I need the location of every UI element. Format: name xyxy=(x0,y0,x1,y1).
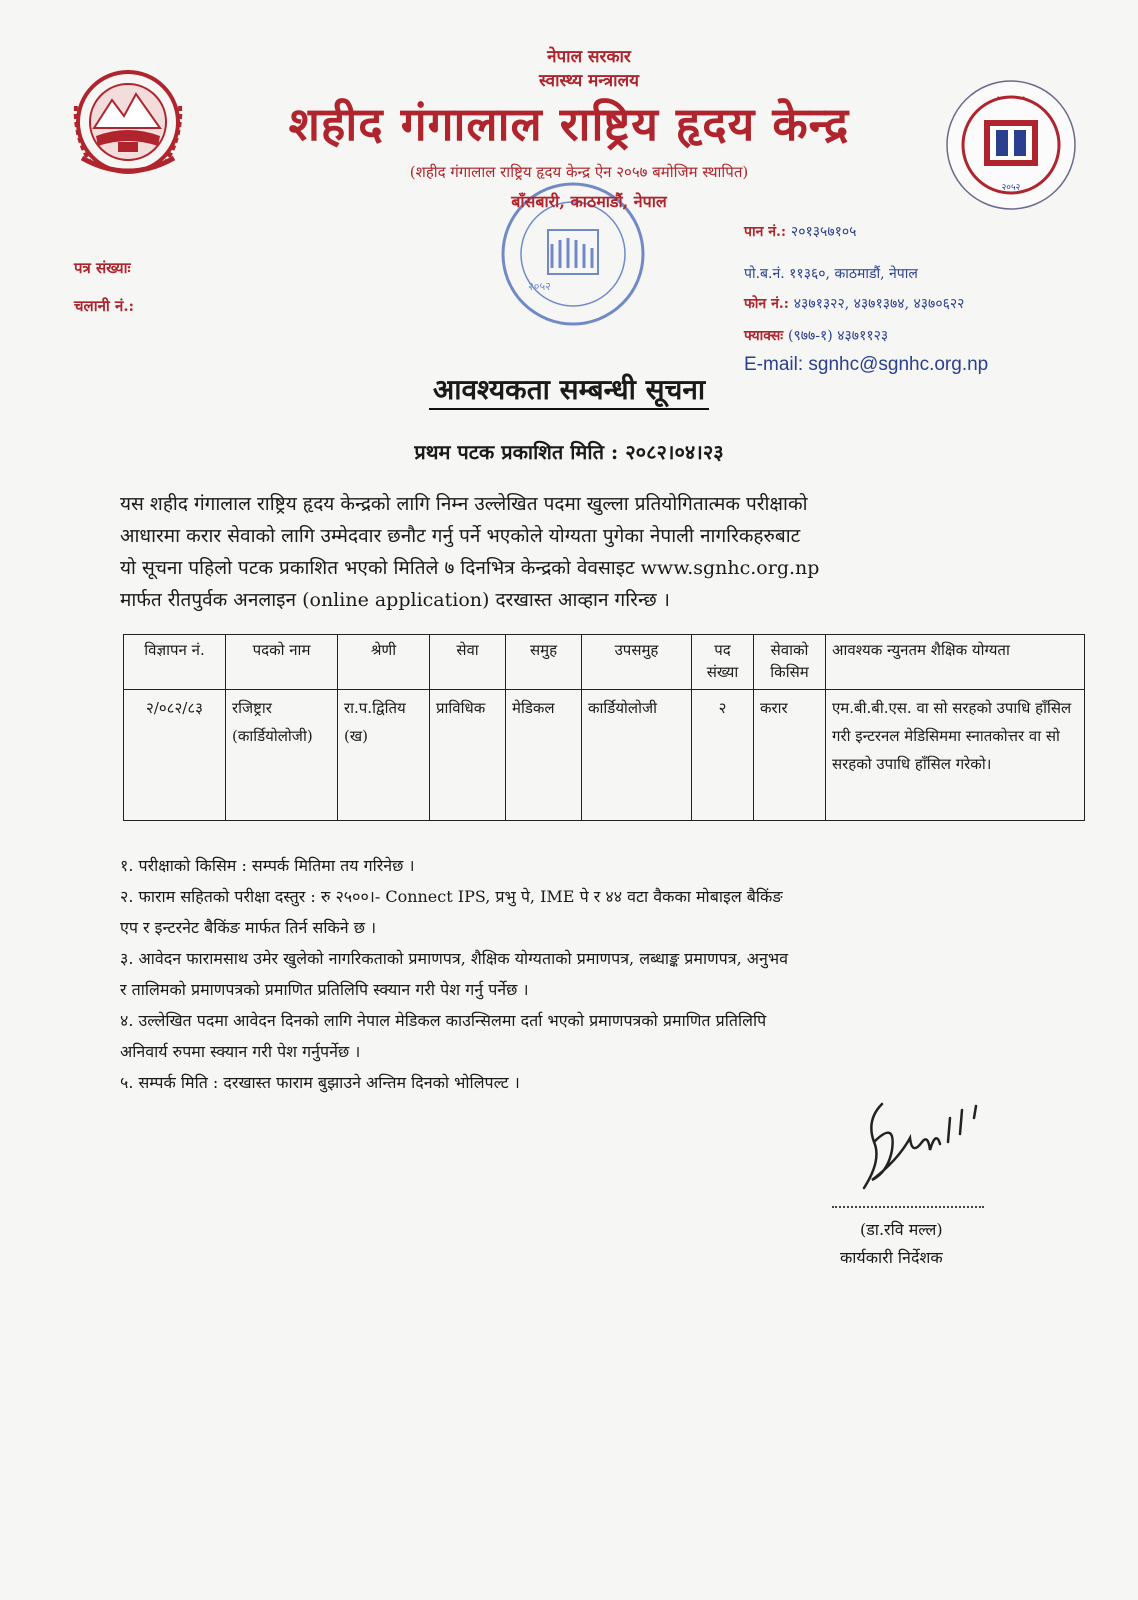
svg-text:• • • • •: • • • • • xyxy=(996,94,1026,102)
cell-ad-number: २/०८२/८३ xyxy=(124,690,226,821)
po-box xyxy=(744,264,918,283)
dispatch-number-label: चलानी नं.: xyxy=(74,297,135,315)
cell-group: मेडिकल xyxy=(506,690,582,821)
list-item: ४. उल्लेखित पदमा आवेदन दिनको लागि नेपाल मेडिकल काउन्सिलमा दर्ता भएको प्रमाणपत्रको प्रमाणित प्रतिलिपि xyxy=(120,1011,767,1030)
col-post-name: पदको नाम xyxy=(226,635,338,690)
notice-title xyxy=(0,370,1138,408)
list-item: र तालिमको प्रमाणपत्रको प्रमाणित प्रतिलिपि स्क्यान गरी पेश गर्नु पर्नेछ । xyxy=(120,980,529,999)
col-qualification: आवश्यक न्युनतम शैक्षिक योग्यता xyxy=(826,635,1085,690)
fax-value: (९७७-१) ४३७११२३ xyxy=(788,328,889,344)
pan-label: पान नं.: xyxy=(744,224,787,240)
phone-numbers xyxy=(744,294,964,313)
signature-line xyxy=(832,1206,984,1208)
phone-label: फोन नं.: xyxy=(744,296,789,312)
body-line: आधारमा करार सेवाको लागि उम्मेदवार छनौट गर्नु पर्ने भएकोले योग्यता पुगेका नेपाली नागरिकहरुबाट xyxy=(120,525,801,547)
list-item: २. फाराम सहितको परीक्षा दस्तुर : रु २५००।- Connect IPS, प्रभु पे, IME पे र ४४ वटा वैकका मोबाइल बैकिंङ xyxy=(120,887,783,906)
government-line: नेपाल सरकार xyxy=(547,47,631,67)
col-post-count: पद संख्या xyxy=(692,635,754,690)
pan-number xyxy=(744,222,856,241)
list-item: एप र इन्टरनेट बैकिंङ मार्फत तिर्न सकिने छ । xyxy=(120,918,377,937)
body-line: यस शहीद गंगालाल राष्ट्रिय हृदय केन्द्रको लागि निम्न उल्लेखित पदमा खुल्ला प्रतियोगितात्मक परीक्षाको xyxy=(120,493,808,515)
cell-qualification: एम.बी.बी.एस. वा सो सरहको उपाधि हाँसिल गरी इन्टरनल मेडिसिममा स्नातकोत्तर वा सो सरहको उपाधि हाँसिल गरेको। xyxy=(826,690,1085,821)
list-item: ३. आवेदन फारामसाथ उमेर खुलेको नागरिकताको प्रमाणपत्र, शैक्षिक योग्यताको प्रमाणपत्र, लब्धाङ्क प्रमाणपत्र, अनुभव xyxy=(120,949,789,968)
cell-post-count: २ xyxy=(692,690,754,821)
signatory-designation: कार्यकारी निर्देशक xyxy=(840,1248,943,1267)
fax-number xyxy=(744,326,888,345)
col-level: श्रेणी xyxy=(338,635,430,690)
col-service: सेवा xyxy=(430,635,506,690)
publish-date: प्रथम पटक प्रकाशित मिति : २०८२।०४।२३ xyxy=(414,440,724,464)
signature-icon xyxy=(852,1090,982,1200)
list-item: अनिवार्य रुपमा स्क्यान गरी पेश गर्नुपर्नेछ । xyxy=(120,1042,361,1061)
body-line: यो सूचना पहिलो पटक प्रकाशित भएको मितिले ७ दिनभित्र केन्द्रको वेवसाइट www.sgnhc.org.np xyxy=(120,557,820,579)
instructions-list xyxy=(120,850,990,1098)
cell-post-name: रजिष्ट्रार (कार्डियोलोजी) xyxy=(226,690,338,821)
institution-address: बाँसबारी, काठमाडौं, नेपाल xyxy=(511,192,667,211)
notice-body xyxy=(120,488,988,616)
col-group: समुह xyxy=(506,635,582,690)
cell-subgroup: कार्डियोलोजी xyxy=(582,690,692,821)
body-line: मार्फत रीतपुर्वक अनलाइन (online application) दरखास्त आव्हान गरिन्छ । xyxy=(120,589,670,611)
notice-title-text: आवश्यकता सम्बन्धी सूचना xyxy=(429,373,709,410)
fax-label: फ्याक्सः xyxy=(744,328,784,344)
logo-year: २०५२ xyxy=(1001,183,1021,193)
cell-level: रा.प.द्वितिय (ख) xyxy=(338,690,430,821)
institution-subtitle: (शहीद गंगालाल राष्ट्रिय हृदय केन्द्र ऐन २०५७ बमोजिम स्थापित) xyxy=(409,163,749,181)
phone-value: ४३७१३२२, ४३७१३७४, ४३७०६२२ xyxy=(793,296,965,312)
col-subgroup: उपसमुह xyxy=(582,635,692,690)
list-item: १. परीक्षाको किसिम : सम्पर्क मितिमा तय गरिनेछ । xyxy=(120,856,415,875)
signatory-name: (डा.रवि मल्ल) xyxy=(860,1220,943,1239)
email-address: E-mail: sgnhc@sgnhc.org.np xyxy=(744,354,989,375)
col-service-type: सेवाको किसिम xyxy=(754,635,826,690)
pan-value: २०१३५७१०५ xyxy=(790,224,857,240)
table-row xyxy=(124,690,1085,821)
col-ad-number: विज्ञापन नं. xyxy=(124,635,226,690)
institution-title: शहीद गंगालाल राष्ट्रिय हृदय केन्द्र xyxy=(288,97,850,151)
list-item: ५. सम्पर्क मिति : दरखास्त फाराम बुझाउने अन्तिम दिनको भोलिपल्ट । xyxy=(120,1073,520,1092)
letter-number-label: पत्र संख्याः xyxy=(74,259,131,277)
ministry-line: स्वास्थ्य मन्त्रालय xyxy=(539,71,639,91)
po-box-text: पो.ब.नं. ११३६०, काठमाडौं, नेपाल xyxy=(744,266,918,282)
table-header-row xyxy=(124,635,1085,690)
stamp-year: २०५२ xyxy=(528,280,551,293)
vacancy-table xyxy=(123,634,1085,821)
cell-service-type: करार xyxy=(754,690,826,821)
cell-service: प्राविधिक xyxy=(430,690,506,821)
